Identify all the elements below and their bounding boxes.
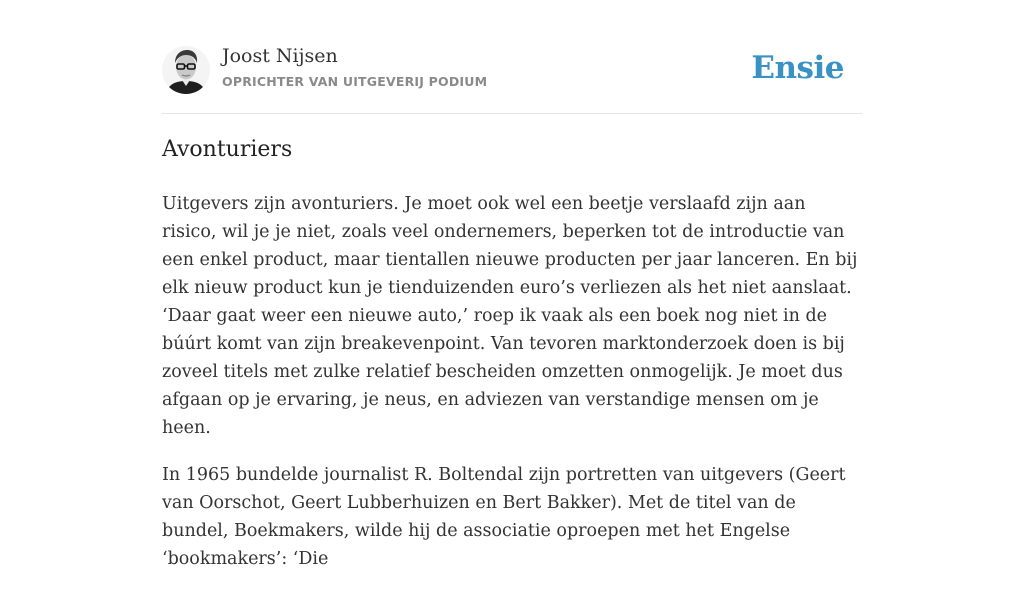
- author-header: [162, 0, 862, 114]
- article-paragraph: Uitgevers zijn avonturiers. Je moet ook wel een beetje verslaafd zijn aan risico, wil je je niet, zoals veel ondernemers, beperken tot de introductie van een enkel product, maar tientallen nieuwe producten per jaar lanceren. En bij elk nieuw product kun je tienduizenden euro’s verliezen als het niet aanslaat. ‘Daar gaat weer een nieuwe auto,’ roep ik vaak als een boek nog niet in de búúrt komt van zijn breakevenpoint. Van tevoren marktonderzoek doen is bij zoveel titels met zulke relatief bescheiden omzetten onmogelijk. Je moet dus afgaan op je ervaring, je neus, en adviezen van verstandige mensen om je heen.: [162, 194, 858, 438]
- avatar-portrait-icon: [162, 46, 210, 94]
- author-name[interactable]: Joost Nijsen: [222, 45, 338, 67]
- article-paragraph: In 1965 bundelde journalist R. Boltendal zijn portretten van uitgevers (Geert van Oorschot, Geert Lubberhuizen en Bert Bakker). Met de titel van de bundel, Boekmakers, wilde hij de associatie oproepen met het Engelse ‘bookmakers’: ‘Die: [162, 465, 846, 569]
- ensie-logo[interactable]: Ensie: [751, 50, 844, 86]
- article-container: [162, 0, 862, 569]
- article-body: [162, 190, 862, 592]
- author-avatar[interactable]: [162, 46, 210, 94]
- author-subtitle: OPRICHTER VAN UITGEVERIJ PODIUM: [222, 74, 488, 89]
- article-title: Avonturiers: [162, 137, 293, 162]
